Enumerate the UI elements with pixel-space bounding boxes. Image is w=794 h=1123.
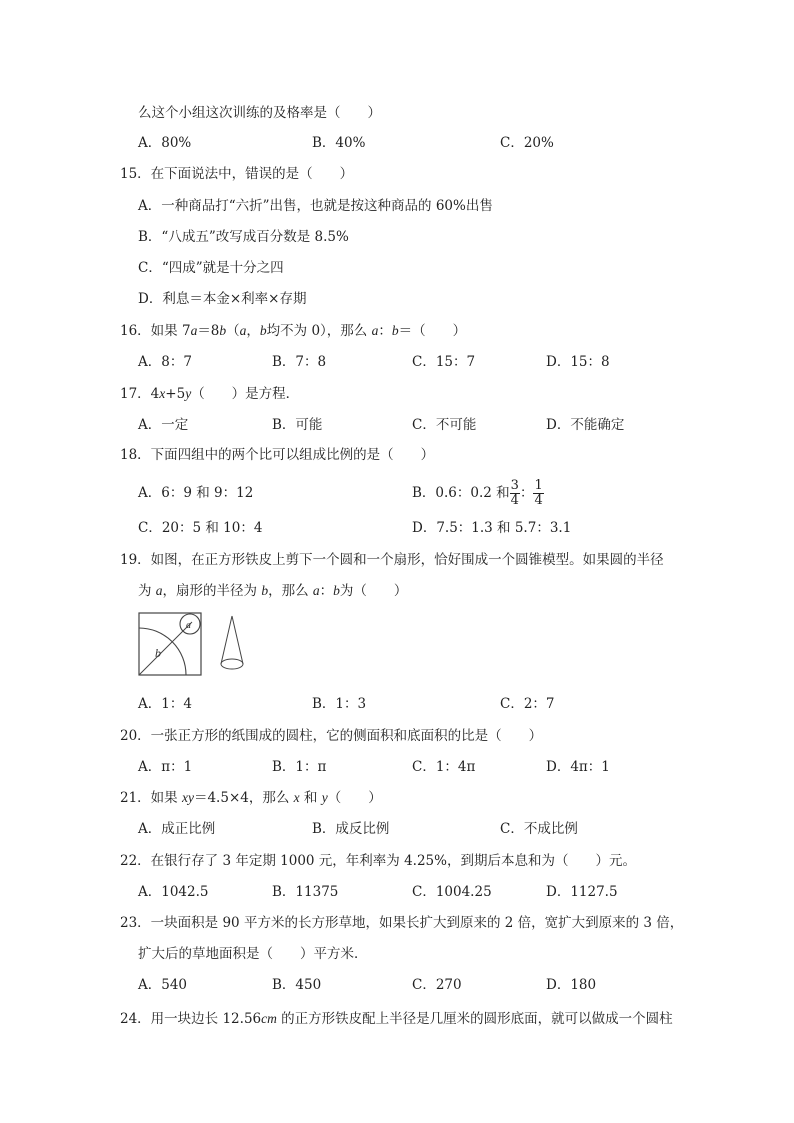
q15-option-d: D．利息＝本金×利率×存期 xyxy=(138,291,307,307)
fraction-three-quarters: $\frac{3}{4}$ xyxy=(510,478,519,508)
q19-stem-line2: 为 a，扇形的半径为 b，那么 a：b为（ ） xyxy=(138,583,408,599)
q23-option-c: C．270 xyxy=(412,977,462,993)
q17-stem: 17．4x+5y（ ）是方程． xyxy=(120,386,300,402)
q17-option-d: D．不能确定 xyxy=(546,417,625,433)
q17-option-a: A．一定 xyxy=(138,417,189,433)
q18-option-c: C．20：5 和 10：4 xyxy=(138,520,263,536)
cone-net-figure xyxy=(138,612,258,682)
q18-stem: 18．下面四组中的两个比可以组成比例的是（ ） xyxy=(120,447,435,463)
q23-stem-line1: 23．一块面积是 90 平方米的长方形草地，如果长扩大到原来的 2 倍，宽扩大到原来的 3 倍， xyxy=(120,915,684,931)
q22-option-b: B．11375 xyxy=(272,884,339,900)
q16-option-c: C．15：7 xyxy=(412,354,476,370)
q15-option-a: A．一种商品打“六折”出售，也就是按这种商品的 60%出售 xyxy=(138,198,493,214)
q16-stem: 16．如果 7a＝8b（a，b均不为 0），那么 a：b＝（ ） xyxy=(120,323,467,339)
q16-option-b: B．7：8 xyxy=(272,354,327,370)
q23-option-a: A．540 xyxy=(138,977,188,993)
q14-option-b: B．40% xyxy=(312,135,366,151)
q22-option-d: D．1127.5 xyxy=(546,884,618,900)
q18-option-a: A．6：9 和 9：12 xyxy=(138,485,254,501)
q19-option-b: B．1：3 xyxy=(312,696,367,712)
q23-option-b: B．450 xyxy=(272,977,322,993)
q16-option-a: A．8：7 xyxy=(138,354,192,370)
fraction-one-quarter: $\frac{1}{4}$ xyxy=(534,478,543,508)
q18-option-d: D．7.5：1.3 和 5.7：3.1 xyxy=(412,520,572,536)
q20-stem: 20．一张正方形的纸围成的圆柱，它的侧面积和底面积的比是（ ） xyxy=(120,728,543,744)
sector-radius-label: b xyxy=(155,646,161,660)
q16-option-d: D．15：8 xyxy=(546,354,610,370)
q19-option-a: A．1：4 xyxy=(138,696,192,712)
q22-stem: 22．在银行存了 3 年定期 1000 元，年利率为 4.25%，到期后本息和为（ ）元。 xyxy=(120,853,636,869)
q20-option-b: B．1：π xyxy=(272,759,327,775)
q17-option-b: B．可能 xyxy=(272,417,323,433)
q14-option-c: C．20% xyxy=(500,135,554,151)
cone-icon xyxy=(221,616,243,669)
q20-option-c: C．1：4π xyxy=(412,759,476,775)
sector-radius-line xyxy=(139,622,192,675)
q15-option-b: B．“八成五”改写成百分数是 8.5% xyxy=(138,229,349,245)
q21-option-c: C．不成比例 xyxy=(500,821,578,837)
q22-option-a: A．1042.5 xyxy=(138,884,209,900)
q20-option-d: D．4π：1 xyxy=(546,759,610,775)
q22-option-c: C．1004.25 xyxy=(412,884,492,900)
q23-stem-line2: 扩大后的草地面积是（ ）平方米． xyxy=(138,946,368,962)
q23-option-d: D．180 xyxy=(546,977,597,993)
q15-option-c: C．“四成”就是十分之四 xyxy=(138,260,284,276)
q21-option-a: A．成正比例 xyxy=(138,821,216,837)
q15-stem: 15．在下面说法中，错误的是（ ） xyxy=(120,166,354,182)
q18-option-b: B．0.6：0.2 和 $\frac{3}{4}$ ： $\frac{1}{4}$ xyxy=(412,478,543,508)
q21-stem: 21．如果 xy＝4.5×4，那么 x 和 y（ ） xyxy=(120,790,382,806)
q19-option-c: C．2：7 xyxy=(500,696,555,712)
circle-radius-label: a xyxy=(186,620,191,631)
q19-stem-line1: 19．如图，在正方形铁皮上剪下一个圆和一个扇形，恰好围成一个圆锥模型。如果圆的半径 xyxy=(120,552,664,568)
q17-option-c: C．不可能 xyxy=(412,417,477,433)
q24-stem: 24．用一块边长 12.56cm 的正方形铁皮配上半径是几厘米的圆形底面，就可以做成一个圆柱 xyxy=(120,1011,673,1027)
q21-option-b: B．成反比例 xyxy=(312,821,390,837)
q14-option-a: A．80% xyxy=(138,135,192,151)
q14-stem-continuation: 么这个小组这次训练的及格率是（ ） xyxy=(138,105,381,121)
q20-option-a: A．π：1 xyxy=(138,759,193,775)
